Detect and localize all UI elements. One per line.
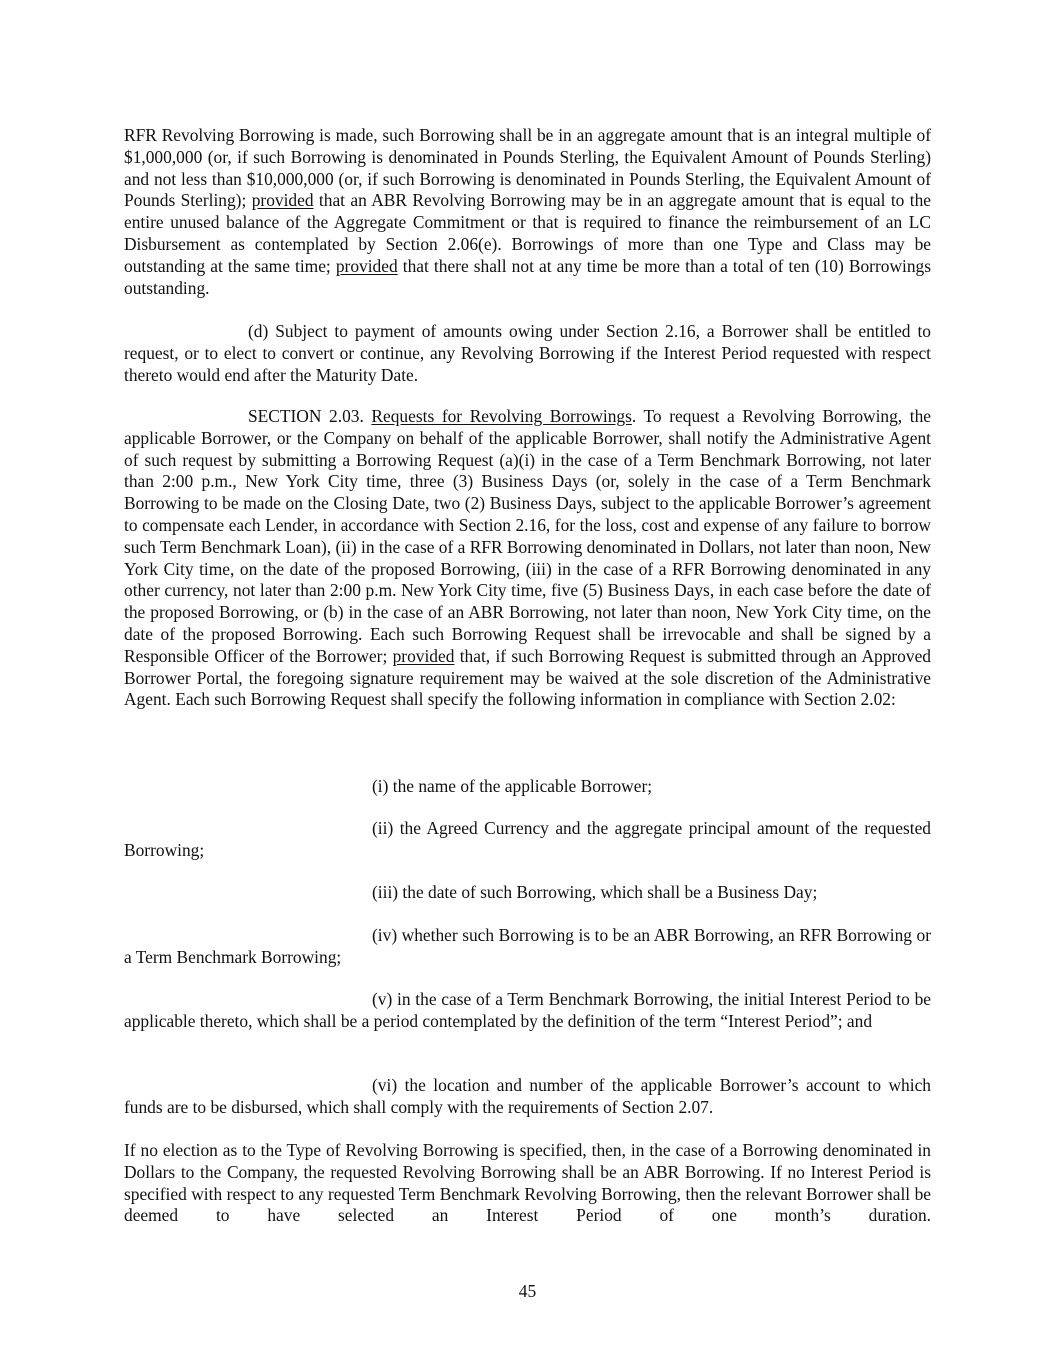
provided-term: provided [251, 190, 314, 211]
text-segment: RFR Revolving Borrowing is made, such Borrowing shall be in an aggregate amount that is an integral multiple of $1,000,000 (or, if such Borrowing is denominated in Pounds Sterling, the Equivalent Amount of Pounds Sterling) and not less than $10,000,000 (or, if such Borrowing is denominated in Pounds Sterling, the Equivalent Amount of Pounds Sterling); [124, 125, 931, 211]
page-number: 45 [518, 1281, 537, 1301]
provided-term: provided [335, 255, 398, 276]
text-segment: that there shall not at any time be more than a total of ten (10) Borrowings outstanding. [124, 255, 931, 298]
section-title: Requests for Revolving Borrowings [371, 406, 632, 426]
paragraph-borrowing-amounts [124, 125, 931, 299]
text-segment: that, if such Borrowing Request is submitted through an Approved Borrower Portal, the foregoing signature requirement may be waived at the sole discretion of the Administrative Agent. Each such Borrowing Request shall specify the following information in compliance with Section 2.02: [124, 645, 931, 710]
list-item-iv: (iv) whether such Borrowing is to be an ABR Borrowing, an RFR Borrowing or a Term Benchmark Borrowing; [124, 925, 931, 967]
section-heading: SECTION 2.03. [248, 406, 372, 426]
paragraph-default-election: If no election as to the Type of Revolving Borrowing is specified, then, in the case of a Borrowing denominated in Dollars to the Company, the requested Revolving Borrowing shall be an ABR Borrowing. If no Interest Period is specified with respect to any requested Term Benchmark Revolving Borrowing, then the relevant Borrower shall be deemed to have selected an Interest Period of one month’s duration. [124, 1140, 931, 1226]
provided-term: provided [392, 645, 455, 666]
section-2-03 [124, 406, 931, 711]
list-item-iii: (iii) the date of such Borrowing, which shall be a Business Day; [372, 882, 818, 902]
list-item-vi: (vi) the location and number of the applicable Borrower’s account to which funds are to be disbursed, which shall comply with the requirements of Section 2.07. [124, 1075, 931, 1117]
text-segment: . To request a Revolving Borrowing, the applicable Borrower, or the Company on behalf of the applicable Borrower, shall notify the Administrative Agent of such request by submitting a Borrowing Request (a)(i) in the case of a Term Benchmark Borrowing, not later than 2:00 p.m., New York City time, three (3) Business Days (or, solely in the case of a Term Benchmark Borrowing to be made on the Closing Date, two (2) Business Days, subject to the applicable Borrower’s agreement to compensate each Lender, in accordance with Section 2.16, for the loss, cost and expense of any failure to borrow such Term Benchmark Loan), (ii) in the case of a RFR Borrowing denominated in Dollars, not later than noon, New York City time, on the date of the proposed Borrowing, (iii) in the case of a RFR Borrowing denominated in any other currency, not later than 2:00 p.m. New York City time, five (5) Business Days, in each case before the date of the proposed Borrowing, or (b) in the case of an ABR Borrowing, not later than noon, New York City time, on the date of the proposed Borrowing. Each such Borrowing Request shall be irrevocable and shall be signed by a Responsible Officer of the Borrower; [124, 406, 931, 666]
paragraph-d: (d) Subject to payment of amounts owing under Section 2.16, a Borrower shall be entitled to request, or to elect to convert or continue, any Revolving Borrowing if the Interest Period requested with respect thereto would end after the Maturity Date. [124, 321, 931, 385]
list-item-ii: (ii) the Agreed Currency and the aggregate principal amount of the requested Borrowing; [124, 818, 931, 860]
text-segment: that an ABR Revolving Borrowing may be in an aggregate amount that is equal to the entire unused balance of the Aggregate Commitment or that is required to finance the reimbursement of an LC Disbursement as contemplated by Section 2.06(e). Borrowings of more than one Type and Class may be outstanding at the same time; [124, 190, 932, 276]
list-item-v: (v) in the case of a Term Benchmark Borrowing, the initial Interest Period to be applicable thereto, which shall be a period contemplated by the definition of the term “Interest Period”; and [124, 989, 931, 1031]
list-item-i: (i) the name of the applicable Borrower; [372, 776, 653, 796]
